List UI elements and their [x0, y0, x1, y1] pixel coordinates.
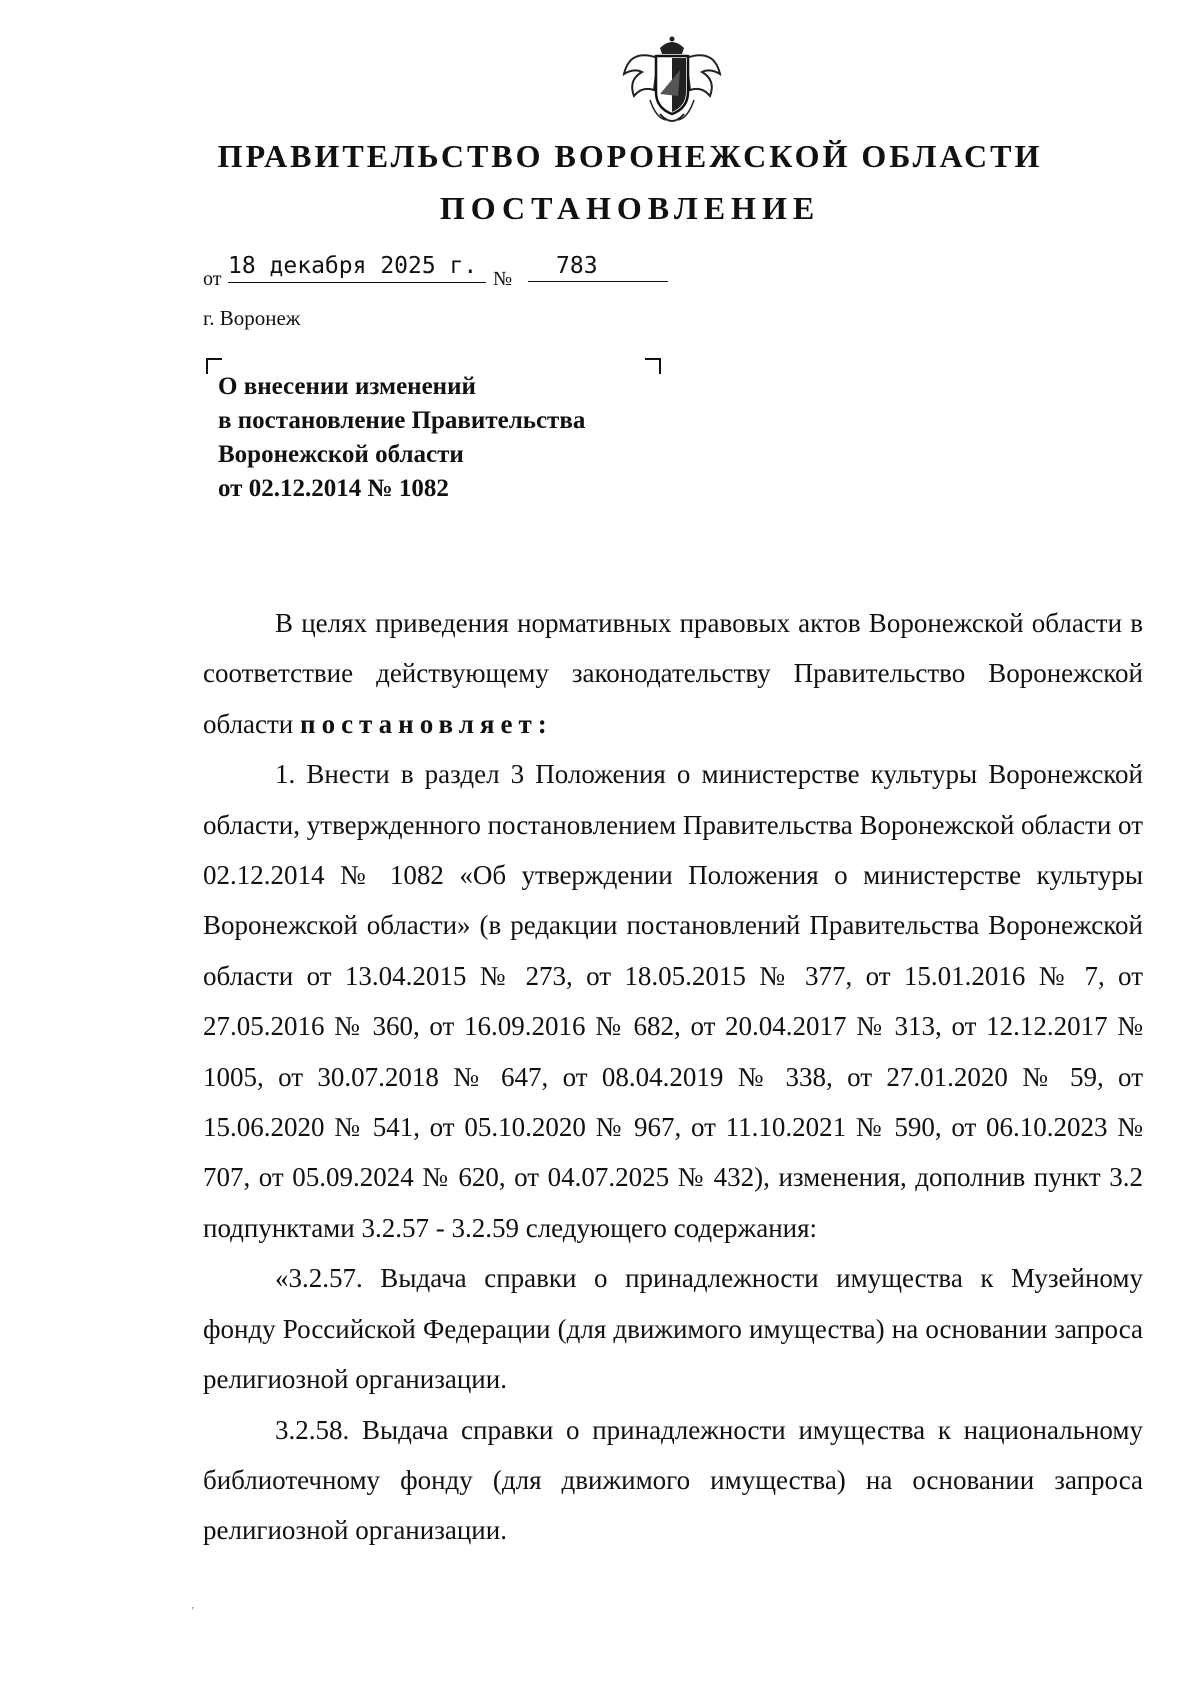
item-3258-paragraph: 3.2.58. Выдача справки о принадлежности имущества к национальному библиотечному фонду (для движимого имущества) на основании запроса религиозной организации.	[203, 1414, 1143, 1546]
document-type: ПОСТАНОВЛЕНИЕ	[439, 190, 821, 226]
decree-word: постановляет:	[300, 708, 553, 739]
preamble-paragraph	[203, 598, 1143, 749]
subject-line: О внесении изменений	[218, 373, 476, 400]
government-name: ПРАВИТЕЛЬСТВО ВОРОНЕЖСКОЙ ОБЛАСТИ	[217, 138, 1043, 174]
number-label: №	[493, 268, 513, 290]
city: г. Воронеж	[203, 306, 301, 330]
voronezh-coat-of-arms-icon	[620, 34, 724, 130]
subject-line: в постановление Правительства	[218, 407, 586, 434]
document-number: 783	[528, 252, 668, 282]
date-number-line	[203, 250, 703, 290]
item-1-paragraph: 1. Внести в раздел 3 Положения о министерстве культуры Воронежской области, утвержденного постановлением Правительства Воронежской области от 02.12.2014 № 1082 «Об утверждении Положения о министерстве культуры Воронежской области» (в редакции постановлений Правительства Воронежской области от 13.04.2015 № 273, от 18.05.2015 № 377, от 15.01.2016 № 7, от 27.05.2016 № 360, от 16.09.2016 № 682, от 20.04.2017 № 313, от 12.12.2017 № 1005, от 30.07.2018 № 647, от 08.04.2019 № 338, от 27.01.2020 № 59, от 15.06.2020 № 541, от 05.10.2020 № 967, от 11.10.2021 № 590, от 06.10.2023 № 707, от 05.09.2024 № 620, от 04.07.2025 № 432), изменения, дополнив пункт 3.2 подпунктами 3.2.57 - 3.2.59 следующего содержания:	[203, 759, 1143, 1243]
scan-speck: '	[192, 1606, 194, 1617]
item-3257-paragraph: «3.2.57. Выдача справки о принадлежности имущества к Музейному фонду Российской Федерации (для движимого имущества) на основании запроса религиозной организации.	[203, 1263, 1143, 1395]
preamble-text: В целях приведения нормативных правовых актов Воронежской области в соответствие действующему законодательству Правительство Воронежской области	[203, 608, 1143, 739]
subject-line: Воронежской области	[218, 441, 464, 468]
document-date: 18 декабря 2025 г.	[228, 252, 486, 283]
document-body	[203, 598, 1143, 1556]
date-label: от	[203, 268, 222, 290]
subject-corner-right	[645, 358, 661, 374]
document-subject	[218, 370, 585, 506]
subject-line: от 02.12.2014 № 1082	[218, 475, 449, 502]
